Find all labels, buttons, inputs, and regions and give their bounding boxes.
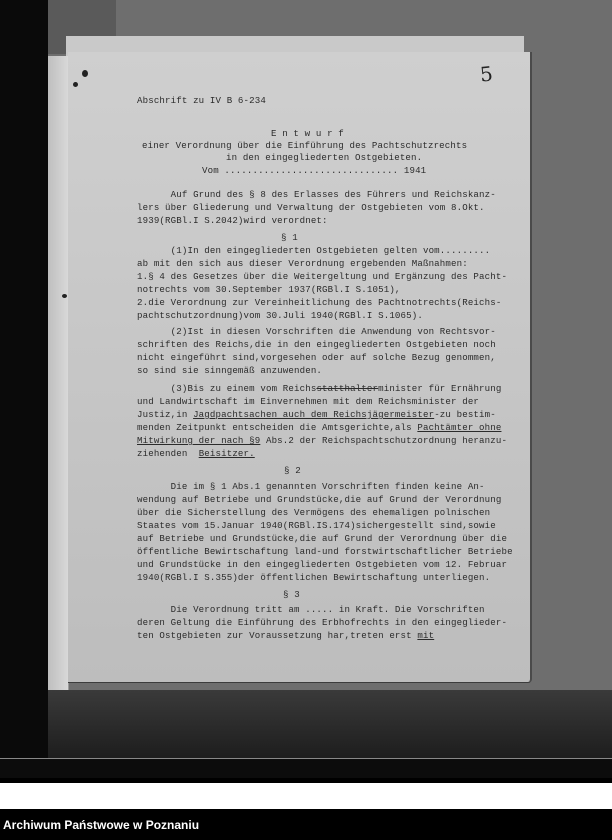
text-line [137,435,507,448]
document-subtitle: in den eingegliederten Ostgebieten. [226,152,423,163]
text-line: 1940(RGBl.I S.355)der öffentlichen Bewirtschaftung unterliegen. [137,572,491,583]
text-line: ab mit den sich aus dieser Verordnung ergebenden Maßnahmen: [137,258,468,269]
text-line: wendung auf Betriebe und Grundstücke,die auf Grund der Verordnung [137,494,502,505]
underlined-text: Beisitzer. [198,448,255,459]
text-line: auf Betriebe und Grundstücke,die auf Grund der Verordnung über die [137,533,508,544]
handwritten-page-number: 5 [478,61,494,87]
underlined-text: Jagdpachtsachen auch dem Reichsjägermeister [193,409,435,420]
text-line: deren Geltung die Einführung des Erbhofrechts in den eingeglieder- [137,617,508,628]
text-line: (1)In den eingegliederten Ostgebieten gelten vom......... [137,245,491,256]
section-heading: § 3 [283,589,300,600]
scan-bottom-strip [0,758,612,778]
text-line: lers über Gliederung und Verwaltung der Ostgebieten vom 8.Okt. [137,202,485,213]
text-line: (2)Ist in diesen Vorschriften die Anwendung von Rechtsvor- [137,326,496,337]
text-line: 1.§ 4 des Gesetzes über die Weitergeltung und Ergänzung des Pacht- [137,271,508,282]
text-run: menden Zeitpunkt entscheiden die Amtsgerichte,als [137,422,418,433]
text-line: Staates vom 15.Januar 1940(RGBl.IS.174)sichergestellt sind,sowie [137,520,496,531]
text-line: und Landwirtschaft im Einvernehmen mit dem Reichsminister der [137,396,480,407]
punch-hole-mark [62,294,67,298]
text-line: Auf Grund des § 8 des Erlasses des Führers und Reichskanz- [137,189,496,200]
document-subtitle: einer Verordnung über die Einführung des Pachtschutzrechts [142,140,468,151]
text-line [137,383,501,396]
punch-hole-mark [73,82,78,87]
text-line: notrechts vom 30.September 1937(RGBl.I S.1051), [137,284,401,295]
text-run: ziehenden [137,448,199,459]
underlined-text: Pachtämter ohne [417,422,502,433]
footer-spacer [0,783,612,809]
folder-strip [48,56,69,690]
underlined-text: mit [417,630,435,641]
text-line: Die im § 1 Abs.1 genannten Vorschriften finden keine An- [137,481,485,492]
scan-left-border [0,0,48,778]
text-line: nicht eingeführt sind,vorgesehen oder auf solche Bezug genommen, [137,352,496,363]
text-line [137,422,501,435]
text-line: und Grundstücke in den eingegliederten Ostgebieten vom 12. Februar [137,559,508,570]
text-run: -zu bestim- [434,409,496,420]
section-heading: § 2 [284,465,301,476]
text-line [137,448,255,461]
text-line [137,630,434,643]
punch-hole-mark [82,70,88,77]
text-line: schriften des Reichs,die in den eingegliederten Ostgebieten noch [137,339,496,350]
archive-name: Archiwum Państwowe w Poznaniu [3,818,200,832]
text-line: pachtschutzordnung)vom 30.Juli 1940(RGBl.I S.1065). [137,310,423,321]
document-title: E n t w u r f [271,128,344,139]
text-line: über die Sicherstellung des Vermögens des ehemaligen polnischen [137,507,491,518]
text-line: 1939(RGBl.I S.2042)wird verordnet: [137,215,328,226]
underlined-text: Mitwirkung der nach §9 [137,435,261,446]
section-heading: § 1 [281,232,298,243]
text-line: so sind sie sinngemäß anzuwenden. [137,365,323,376]
text-line [137,409,496,422]
text-run: ten Ostgebieten zur Voraussetzung har,treten erst [137,630,418,641]
text-line: 2.die Verordnung zur Vereinheitlichung des Pachtnotrechts(Reichs- [137,297,502,308]
document-date-line: Vom ............................... 1941 [202,165,427,176]
text-run: Justiz,in [137,409,194,420]
text-line: öffentliche Bewirtschaftung land-und forstwirtschaftlicher Betriebe [137,546,513,557]
text-run: (3)Bis zu einem vom Reichs [137,383,317,394]
document-reference: Abschrift zu IV B 6-234 [137,95,266,106]
text-run: minister für Ernährung [378,383,502,394]
text-line: Die Verordnung tritt am ..... in Kraft. Die Vorschriften [137,604,485,615]
text-run: Abs.2 der Reichspachtschutzordnung heranzu- [260,435,508,446]
struck-text: statthalter [316,383,379,394]
